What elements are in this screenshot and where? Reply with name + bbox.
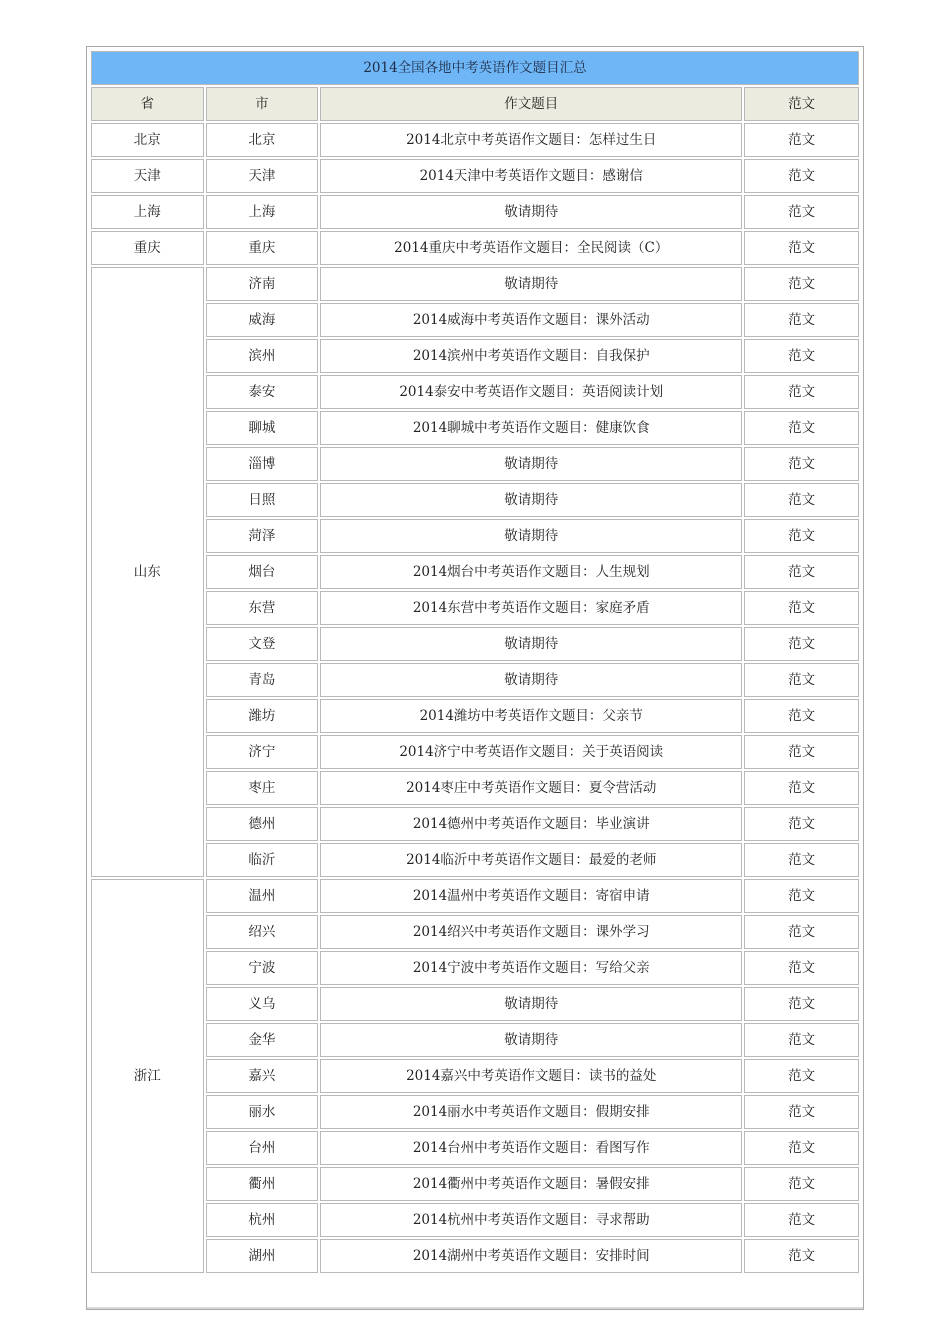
topic-cell[interactable]: 2014德州中考英语作文题目：毕业演讲: [320, 807, 742, 841]
topic-cell[interactable]: 2014威海中考英语作文题目：课外活动: [320, 303, 742, 337]
topic-cell[interactable]: 2014滨州中考英语作文题目：自我保护: [320, 339, 742, 373]
header-topic: 作文题目: [320, 87, 742, 121]
city-cell: 泰安: [206, 375, 319, 409]
province-cell: 上海: [91, 195, 204, 229]
sample-link[interactable]: 范文: [744, 123, 859, 157]
topic-cell[interactable]: 2014烟台中考英语作文题目：人生规划: [320, 555, 742, 589]
topic-cell[interactable]: 2014嘉兴中考英语作文题目：读书的益处: [320, 1059, 742, 1093]
topic-cell[interactable]: 敬请期待: [320, 195, 742, 229]
sample-link[interactable]: 范文: [744, 627, 859, 661]
sample-link[interactable]: 范文: [744, 303, 859, 337]
city-cell: 菏泽: [206, 519, 319, 553]
province-cell: 北京: [91, 123, 204, 157]
sample-link[interactable]: 范文: [744, 1167, 859, 1201]
table-row: [91, 951, 859, 985]
topic-cell[interactable]: 2014湖州中考英语作文题目：安排时间: [320, 1239, 742, 1273]
topic-cell[interactable]: 2014潍坊中考英语作文题目：父亲节: [320, 699, 742, 733]
city-cell: 杭州: [206, 1203, 319, 1237]
topic-cell[interactable]: 2014绍兴中考英语作文题目：课外学习: [320, 915, 742, 949]
city-cell: 宁波: [206, 951, 319, 985]
table-row: [91, 843, 859, 877]
bottom-edge: [87, 1307, 863, 1309]
sample-link[interactable]: 范文: [744, 231, 859, 265]
topic-cell[interactable]: 2014北京中考英语作文题目：怎样过生日: [320, 123, 742, 157]
sample-link[interactable]: 范文: [744, 267, 859, 301]
topic-cell[interactable]: 敬请期待: [320, 627, 742, 661]
table-row: [91, 915, 859, 949]
header-row: [91, 87, 859, 121]
city-cell: 威海: [206, 303, 319, 337]
table-title: 2014全国各地中考英语作文题目汇总: [91, 51, 859, 85]
city-cell: 绍兴: [206, 915, 319, 949]
table-row: [91, 663, 859, 697]
table-row: [91, 411, 859, 445]
table-row: [91, 987, 859, 1021]
sample-link[interactable]: 范文: [744, 555, 859, 589]
sample-link[interactable]: 范文: [744, 375, 859, 409]
sample-link[interactable]: 范文: [744, 339, 859, 373]
sample-link[interactable]: 范文: [744, 447, 859, 481]
sample-link[interactable]: 范文: [744, 519, 859, 553]
city-cell: 济宁: [206, 735, 319, 769]
title-row: [91, 51, 859, 85]
sample-link[interactable]: 范文: [744, 1059, 859, 1093]
table-row: [91, 735, 859, 769]
city-cell: 温州: [206, 879, 319, 913]
table-row: [91, 627, 859, 661]
topic-cell[interactable]: 敬请期待: [320, 447, 742, 481]
city-cell: 东营: [206, 591, 319, 625]
sample-link[interactable]: 范文: [744, 735, 859, 769]
sample-link[interactable]: 范文: [744, 699, 859, 733]
topic-cell[interactable]: 敬请期待: [320, 1023, 742, 1057]
table-row: [91, 1239, 859, 1273]
city-cell: 天津: [206, 159, 319, 193]
table-row: [91, 1023, 859, 1057]
sample-link[interactable]: 范文: [744, 771, 859, 805]
table-row: [91, 591, 859, 625]
table-row: [91, 1203, 859, 1237]
sample-link[interactable]: 范文: [744, 1023, 859, 1057]
table-row: [91, 1095, 859, 1129]
header-province: 省: [91, 87, 204, 121]
sample-link[interactable]: 范文: [744, 1203, 859, 1237]
topic-cell[interactable]: 2014丽水中考英语作文题目：假期安排: [320, 1095, 742, 1129]
topic-cell[interactable]: 2014东营中考英语作文题目：家庭矛盾: [320, 591, 742, 625]
sample-link[interactable]: 范文: [744, 195, 859, 229]
topic-cell[interactable]: 2014泰安中考英语作文题目：英语阅读计划: [320, 375, 742, 409]
topic-cell[interactable]: 敬请期待: [320, 519, 742, 553]
table-row: [91, 375, 859, 409]
sample-link[interactable]: 范文: [744, 159, 859, 193]
table-row: [91, 123, 859, 157]
topic-cell[interactable]: 2014衢州中考英语作文题目：暑假安排: [320, 1167, 742, 1201]
city-cell: 嘉兴: [206, 1059, 319, 1093]
city-cell: 重庆: [206, 231, 319, 265]
topic-cell[interactable]: 2014温州中考英语作文题目：寄宿申请: [320, 879, 742, 913]
sample-link[interactable]: 范文: [744, 1131, 859, 1165]
sample-link[interactable]: 范文: [744, 483, 859, 517]
topic-cell[interactable]: 2014临沂中考英语作文题目：最爱的老师: [320, 843, 742, 877]
sample-link[interactable]: 范文: [744, 915, 859, 949]
city-cell: 烟台: [206, 555, 319, 589]
table-row: [91, 1131, 859, 1165]
city-cell: 聊城: [206, 411, 319, 445]
table-row: [91, 231, 859, 265]
topic-cell[interactable]: 敬请期待: [320, 483, 742, 517]
topic-cell[interactable]: 2014济宁中考英语作文题目：关于英语阅读: [320, 735, 742, 769]
table-row: [91, 159, 859, 193]
sample-link[interactable]: 范文: [744, 411, 859, 445]
city-cell: 德州: [206, 807, 319, 841]
city-cell: 丽水: [206, 1095, 319, 1129]
city-cell: 文登: [206, 627, 319, 661]
table-row: [91, 771, 859, 805]
sample-link[interactable]: 范文: [744, 879, 859, 913]
city-cell: 北京: [206, 123, 319, 157]
city-cell: 金华: [206, 1023, 319, 1057]
city-cell: 义乌: [206, 987, 319, 1021]
topic-cell[interactable]: 2014聊城中考英语作文题目：健康饮食: [320, 411, 742, 445]
province-cell: 天津: [91, 159, 204, 193]
table-row: [91, 519, 859, 553]
table-row: [91, 699, 859, 733]
city-cell: 滨州: [206, 339, 319, 373]
topic-cell[interactable]: 2014枣庄中考英语作文题目：夏令营活动: [320, 771, 742, 805]
province-cell: 浙江: [91, 879, 204, 1273]
table-row: [91, 303, 859, 337]
city-cell: 日照: [206, 483, 319, 517]
city-cell: 潍坊: [206, 699, 319, 733]
table-row: [91, 447, 859, 481]
document-frame: [86, 46, 864, 1310]
topic-cell[interactable]: 2014杭州中考英语作文题目：寻求帮助: [320, 1203, 742, 1237]
city-cell: 衢州: [206, 1167, 319, 1201]
sample-link[interactable]: 范文: [744, 591, 859, 625]
topic-cell[interactable]: 2014宁波中考英语作文题目：写给父亲: [320, 951, 742, 985]
sample-link[interactable]: 范文: [744, 987, 859, 1021]
topic-cell[interactable]: 敬请期待: [320, 267, 742, 301]
province-cell: 山东: [91, 267, 204, 877]
topic-cell[interactable]: 敬请期待: [320, 987, 742, 1021]
city-cell: 济南: [206, 267, 319, 301]
table-row: [91, 339, 859, 373]
table-row: [91, 555, 859, 589]
city-cell: 淄博: [206, 447, 319, 481]
province-cell: 重庆: [91, 231, 204, 265]
header-sample: 范文: [744, 87, 859, 121]
table-row: [91, 1167, 859, 1201]
topic-cell[interactable]: 2014重庆中考英语作文题目：全民阅读（C）: [320, 231, 742, 265]
city-cell: 临沂: [206, 843, 319, 877]
city-cell: 青岛: [206, 663, 319, 697]
table-row: [91, 807, 859, 841]
sample-link[interactable]: 范文: [744, 807, 859, 841]
table-row: [91, 879, 859, 913]
table-row: [91, 1059, 859, 1093]
header-city: 市: [206, 87, 319, 121]
sample-link[interactable]: 范文: [744, 951, 859, 985]
topic-cell[interactable]: 2014天津中考英语作文题目：感谢信: [320, 159, 742, 193]
topic-cell[interactable]: 2014台州中考英语作文题目：看图写作: [320, 1131, 742, 1165]
city-cell: 上海: [206, 195, 319, 229]
table-row: [91, 267, 859, 301]
table-row: [91, 483, 859, 517]
sample-link[interactable]: 范文: [744, 1095, 859, 1129]
city-cell: 枣庄: [206, 771, 319, 805]
essay-topics-table: [89, 49, 861, 1275]
sample-link[interactable]: 范文: [744, 663, 859, 697]
city-cell: 台州: [206, 1131, 319, 1165]
sample-link[interactable]: 范文: [744, 1239, 859, 1273]
table-row: [91, 195, 859, 229]
sample-link[interactable]: 范文: [744, 843, 859, 877]
topic-cell[interactable]: 敬请期待: [320, 663, 742, 697]
city-cell: 湖州: [206, 1239, 319, 1273]
